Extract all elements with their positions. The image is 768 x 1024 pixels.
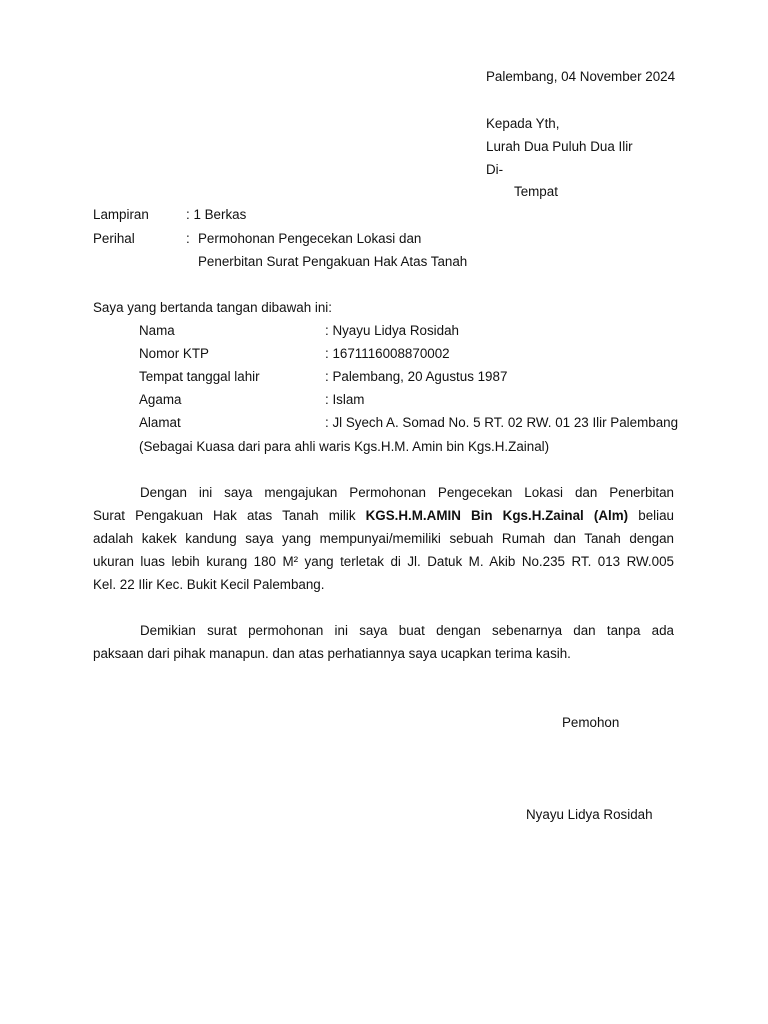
body-line: adalah kakek kandung saya yang mempunyai/memiliki sebuah Rumah dan Tanah dengan [93, 531, 674, 546]
perihal-label: Perihal [93, 231, 135, 246]
body-text: Surat Pengakuan Hak atas Tanah milik [93, 508, 366, 523]
kuasa-note: (Sebagai Kuasa dari para ahli waris Kgs.H.M. Amin bin Kgs.H.Zainal) [139, 439, 550, 454]
perihal-colon: : [186, 231, 190, 246]
recipient-salutation: Kepada Yth, [486, 116, 560, 131]
body-line: Kel. 22 Ilir Kec. Bukit Kecil Palembang. [93, 577, 325, 592]
identity-value: : Islam [325, 392, 365, 407]
lampiran-value: : 1 Berkas [186, 207, 247, 222]
lampiran-label: Lampiran [93, 207, 149, 222]
body-line: Demikian surat permohonan ini saya buat dengan sebenarnya dan tanpa ada [140, 623, 674, 638]
body-line: Dengan ini saya mengajukan Permohonan Pengecekan Lokasi dan Penerbitan [140, 485, 674, 500]
closing-role: Pemohon [562, 715, 620, 730]
recipient-place: Tempat [514, 184, 558, 199]
signer-name: Nyayu Lidya Rosidah [526, 807, 653, 822]
perihal-line-1: Permohonan Pengecekan Lokasi dan [198, 231, 422, 246]
body-text: beliau [628, 508, 674, 523]
identity-label: Alamat [139, 415, 181, 430]
recipient-name: Lurah Dua Puluh Dua Ilir [486, 139, 633, 154]
perihal-line-2: Penerbitan Surat Pengakuan Hak Atas Tanah [198, 254, 468, 269]
body-line-with-name [93, 504, 674, 527]
identity-value: : 1671116008870002 [325, 346, 450, 361]
body-paragraph-2 [93, 619, 674, 665]
recipient-di: Di- [486, 162, 504, 177]
identity-label: Tempat tanggal lahir [139, 369, 260, 384]
body-paragraph-1 [93, 481, 674, 596]
identity-label: Nama [139, 323, 175, 338]
place-date: Palembang, 04 November 2024 [486, 69, 676, 84]
identity-value: : Jl Syech A. Somad No. 5 RT. 02 RW. 01 23 Ilir Palembang [325, 415, 679, 430]
body-line: paksaan dari pihak manapun. dan atas perhatiannya saya ucapkan terima kasih. [93, 646, 571, 661]
identity-value: : Palembang, 20 Agustus 1987 [325, 369, 508, 384]
heir-name-bold: KGS.H.M.AMIN Bin Kgs.H.Zainal (Alm) [365, 508, 629, 523]
body-line: ukuran luas lebih kurang 180 M² yang terletak di Jl. Datuk M. Akib No.235 RT. 013 RW.005 [93, 554, 674, 569]
identity-value: : Nyayu Lidya Rosidah [325, 323, 459, 338]
identity-label: Nomor KTP [139, 346, 209, 361]
intro-text: Saya yang bertanda tangan dibawah ini: [93, 300, 332, 315]
identity-label: Agama [139, 392, 182, 407]
